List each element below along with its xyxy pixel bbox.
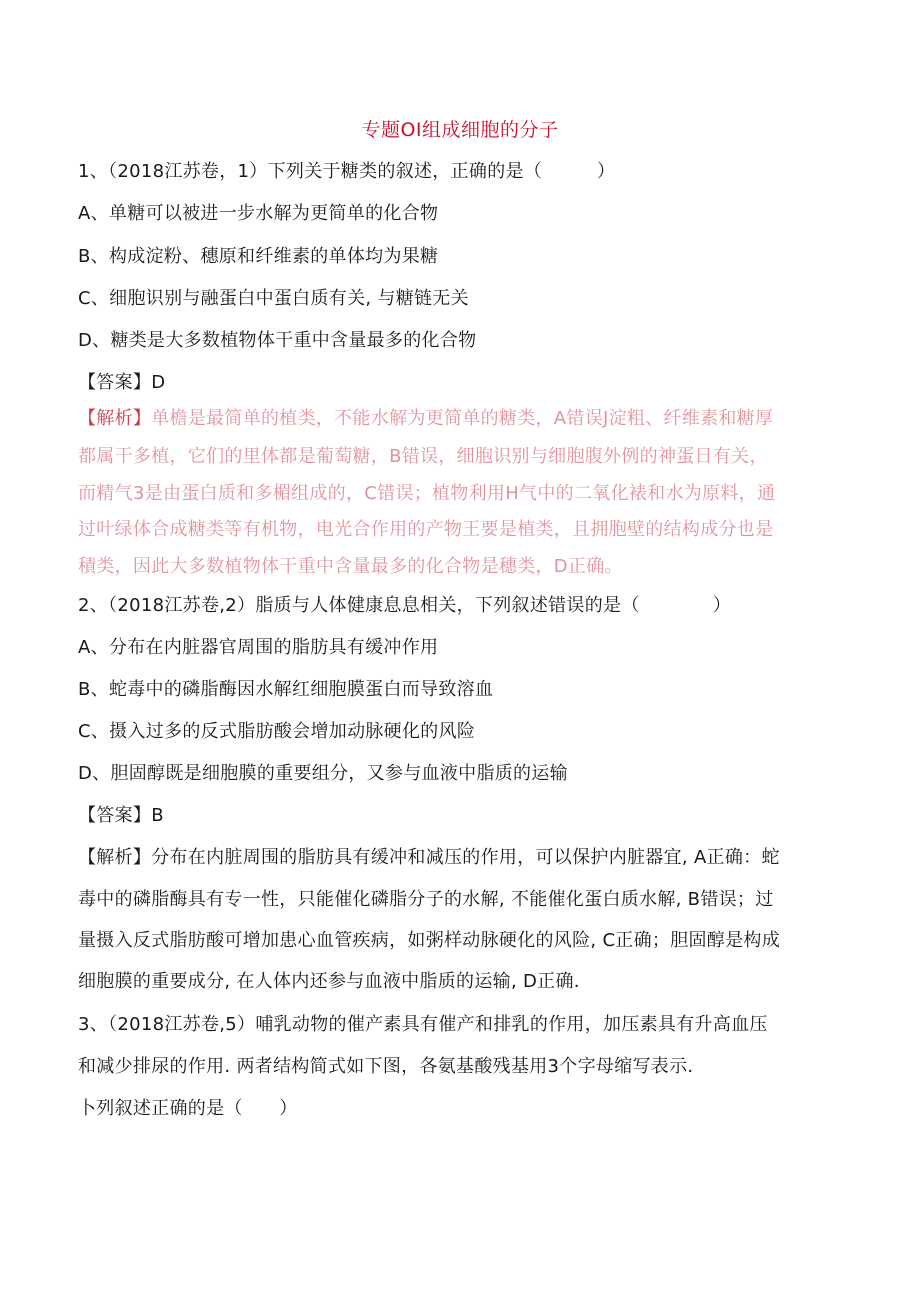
question-2-analysis-line-1 xyxy=(78,846,780,870)
answer-label: 【答案】 xyxy=(78,372,152,393)
analysis-text: 分布在内脏周围的脂肪具有缓冲和减压的作用，可以保护内脏器宜, A正确：蛇 xyxy=(151,847,780,868)
answer-value: D xyxy=(151,372,166,393)
page-title: 专题OI组成细胞的分子 xyxy=(361,119,559,141)
question-1-option-a: A、单糖可以被进一步水解为更简单的化合物 xyxy=(78,203,439,224)
answer-value: B xyxy=(151,805,164,826)
question-3-stem-line-2: 和减少排尿的作用. 两者结构简式如下图，各氨基酸残基用3个字母缩写表示. xyxy=(78,1056,694,1077)
question-1-analysis-line-3: 而精气3是由蛋白质和多楣组成的，C错误；植物利用H气中的二氧化裱和水为原料，通 xyxy=(78,483,776,504)
question-1-option-c: C、细胞识别与融蛋白中蛋白质有关, 与糖链无关 xyxy=(78,288,469,309)
question-2-option-a: A、分布在内脏器官周围的脂肪具有缓冲作用 xyxy=(78,637,439,658)
question-1-analysis-line-2: 都属干多植，它们的里体都是葡萄糖，B错误，细胞识别与细胞腹外例的神蛋日有关， xyxy=(78,446,768,467)
question-2-option-b: B、蛇毒中的磷脂酶因水解红细胞膜蛋白而导致溶血 xyxy=(78,679,494,700)
question-3-stem-line-1: 3、（2018江苏卷,5）哺乳动物的催产素具有催产和排乳的作用，加压素具有升高血压 xyxy=(78,1014,768,1035)
question-2-analysis-line-4: 细胞膜的重要成分, 在人体内还参与血液中脂质的运输, D正确. xyxy=(78,971,580,992)
question-1-analysis-line-1 xyxy=(78,407,773,431)
question-1-option-d: D、糖类是大多数植物体干重中含量最多的化合物 xyxy=(78,330,477,351)
question-1-option-b: B、构成淀粉、穗原和纤维素的单体均为果糖 xyxy=(78,246,439,267)
question-1-analysis-line-4: 过叶绿体合成糖类等有机物，电光合作用的产物王要是植类，且拥胞壁的结构成分也是 xyxy=(78,519,774,540)
question-2-answer xyxy=(78,804,164,828)
question-2-option-d: D、胆固醇既是细胞膜的重要组分，又参与血液中脂质的运输 xyxy=(78,763,568,784)
question-3-stem-line-3: 卜列叙述正确的是（ ） xyxy=(78,1098,298,1119)
answer-label: 【答案】 xyxy=(78,805,152,826)
analysis-label: 【解析】 xyxy=(78,408,152,429)
question-2-option-c: C、摄入过多的反式脂肪酸会增加动脉硬化的风险 xyxy=(78,721,476,742)
question-1-analysis-line-5: 積类，因此大多数植物体干重中含量最多的化合物是穗类，D正确。 xyxy=(78,556,623,577)
question-2-analysis-line-3: 量摄入反式脂肪酸可增加患心血管疾病，如粥样动脉硬化的风险, C正确；胆固醇是构成 xyxy=(78,930,781,951)
question-1-answer xyxy=(78,371,165,395)
analysis-text: 单檐是最简单的植类，不能水解为更简单的糖类，A错误J淀粗、纤维素和糖厚 xyxy=(151,408,774,429)
question-2-analysis-line-2: 毒中的磷脂酶具有专一性，只能催化磷脂分子的水解, 不能催化蛋白质水解, B错误；过 xyxy=(78,889,774,910)
question-1-stem: 1、（2018江苏卷，1）下列关于糖类的叙述，正确的是（ ） xyxy=(78,161,616,182)
question-2-stem: 2、（2018江苏卷,2）脂质与人体健康息息相关，下列叙述错误的是（ ） xyxy=(78,595,732,616)
analysis-label: 【解析】 xyxy=(78,847,152,868)
